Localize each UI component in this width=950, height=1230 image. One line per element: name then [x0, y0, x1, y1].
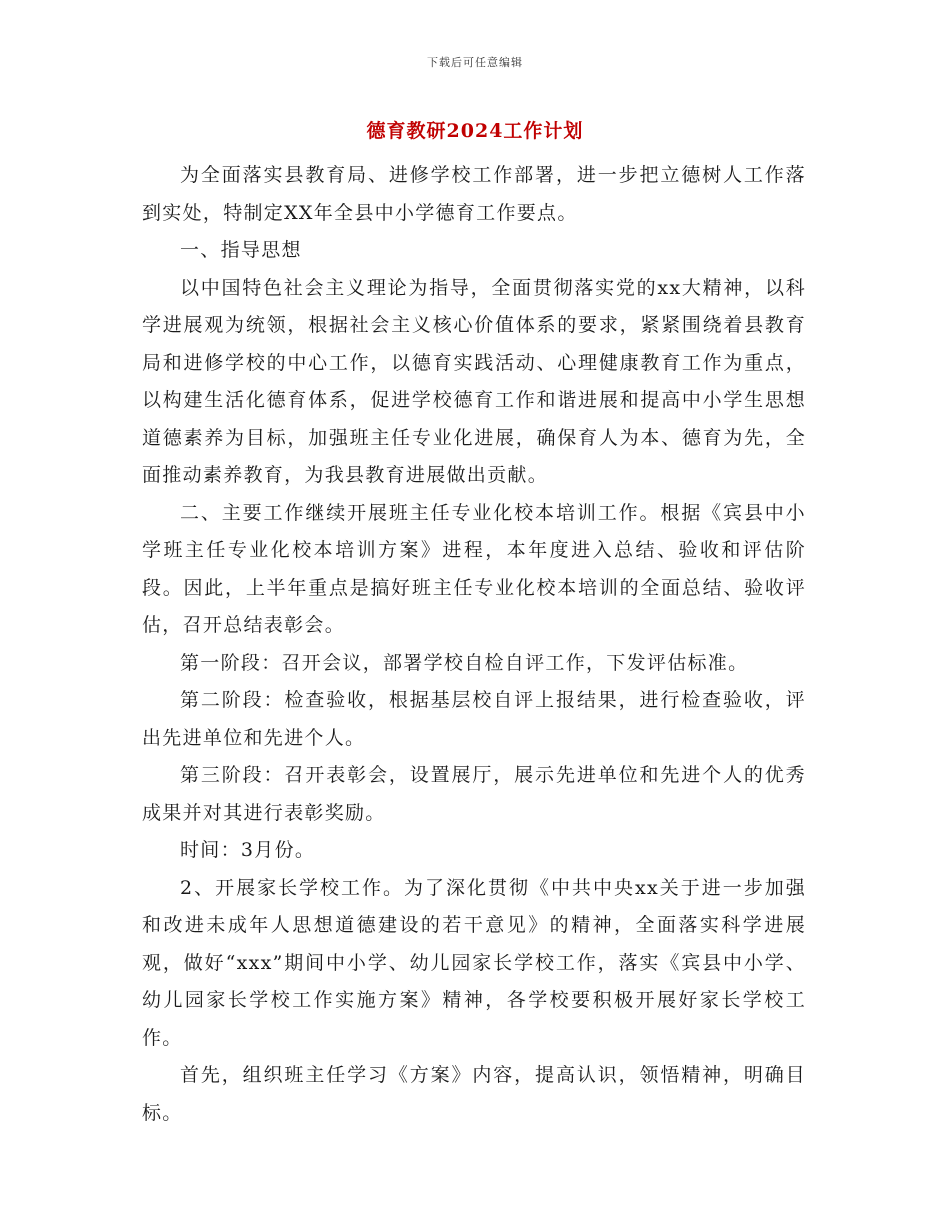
paragraph-intro: 为全面落实县教育局、进修学校工作部署，进一步把立德树人工作落到实处，特制定XX年全县中小学德育工作要点。 [142, 164, 806, 224]
paragraph-stage-one: 第一阶段：召开会议，部署学校自检自评工作，下发评估标准。 [180, 651, 749, 674]
document-body [142, 157, 806, 1132]
page-header: 下载后可任意编辑 [427, 56, 523, 69]
paragraph-first-step: 首先，组织班主任学习《方案》内容，提高认识，领悟精神，明确目标。 [142, 1064, 806, 1124]
document-title: 德育教研2024工作计划 [366, 120, 584, 142]
paragraph-parent-school: 2、开展家长学校工作。为了深化贯彻《中共中央xx关于进一步加强和改进未成年人思想道德建设的若干意见》的精神，全面落实科学进展观，做好“xxx”期间中小学、幼儿园家长学校工作，落实《宾县中小学、幼儿园家长学校工作实施方案》精神，各学校要积极开展好家长学校工作。 [142, 876, 806, 1049]
paragraph-stage-two: 第二阶段：检查验收，根据基层校自评上报结果，进行检查验收，评出先进单位和先进个人。 [142, 689, 806, 749]
section-heading-guiding-ideology: 一、指导思想 [180, 239, 302, 261]
paragraph-main-work: 二、主要工作继续开展班主任专业化校本培训工作。根据《宾县中小学班主任专业化校本培训方案》进程，本年度进入总结、验收和评估阶段。因此，上半年重点是搞好班主任专业化校本培训的全面总结、验收评估，召开总结表彰会。 [142, 501, 806, 636]
paragraph-stage-three: 第三阶段：召开表彰会，设置展厅，展示先进单位和先进个人的优秀成果并对其进行表彰奖励。 [142, 764, 806, 824]
paragraph-guiding-ideology: 以中国特色社会主义理论为指导，全面贯彻落实党的xx大精神，以科学进展观为统领，根据社会主义核心价值体系的要求，紧紧围绕着县教育局和进修学校的中心工作，以德育实践活动、心理健康教育工作为重点，以构建生活化德育体系，促进学校德育工作和谐进展和提高中小学生思想道德素养为目标，加强班主任专业化进展，确保育人为本、德育为先，全面推动素养教育，为我县教育进展做出贡献。 [142, 276, 806, 486]
paragraph-time: 时间：3月份。 [180, 839, 316, 861]
